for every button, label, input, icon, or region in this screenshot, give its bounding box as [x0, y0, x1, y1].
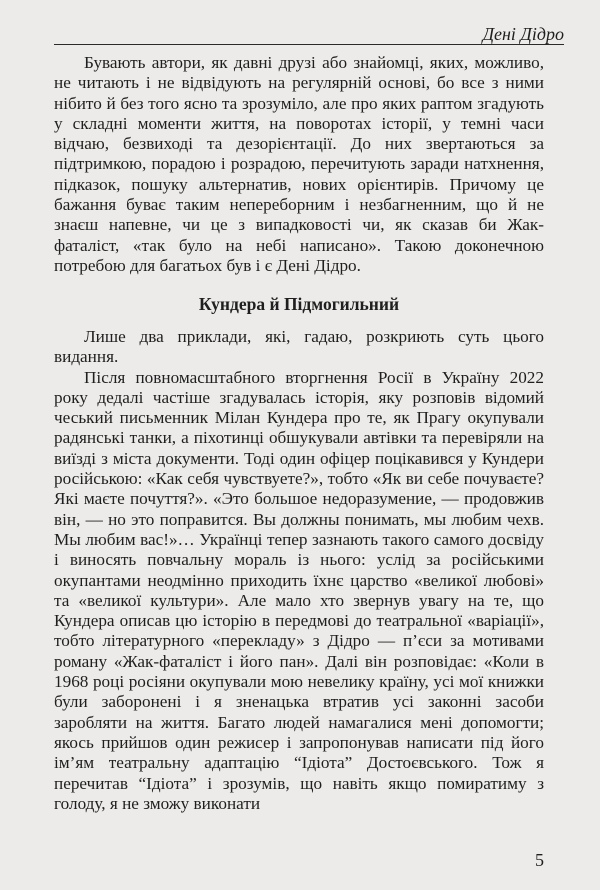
- intro-section: [54, 53, 544, 276]
- page-number: 5: [535, 850, 544, 870]
- paragraph: Бувають автори, як давні друзі або знайомці, яких, можливо, не читають і не відвідують на регулярній основі, бо все з ними нібито й без того ясно та зрозуміло, але про яких раптом згадують у складні моменти життя, на поворотах історії, у темні часи відчаю, безвиході та дезорієнтації. До них звертаються за підтримкою, порадою і розрадою, перечитують заради натхнення, підказок, пошуку альтернатив, нових орієнтирів. Причому це бажання буває таким непереборним і незбагненним, що й не знаєш напевне, чи це з випадковості чи, як сказав би Жак-фаталіст, «так було на небі написано». Такою доконечною потребою для багатьох був і є Дені Дідро.: [54, 53, 544, 275]
- body-section: [54, 327, 544, 814]
- paragraph: Після повномасштабного вторгнення Росії в Україну 2022 року дедалі частіше згадувалась історія, яку розповів відомий чеський письменник Мілан Кундера про те, як Прагу окупували радянські танки, а піхотинці обшукували автівки та перевіряли на виїзді з міста документи. Тоді один офіцер поцікавився у Кундери російською: «Как себя чувствуете?», тобто «Як ви себе почуваєте? Які маєте почуття?». «Это большое недоразумение, — продовжив він, — но это поправится. Вы должны понимать, мы любим чехв. Мы любим вас!»… Українці тепер зазнають такого самого досвіду і виносять повчальну мораль із нього: услід за російськими окупантами неодмінно приходить їхнє царство «великої любові» та «великої культури». Але мало хто звернув увагу на те, що Кундера описав цю історію в передмові до театральної «варіації», тобто літературного «перекладу» з Дідро — п’єси за мотивами роману «Жак-фаталіст і його пан». Далі він розповідає: «Коли в 1968 році росіяни окупували мою невелику країну, усі мої книжки були заборонені і я зненацька втратив усі законні засоби заробляти на життя. Багато людей намагалися мені допомогти; якось прийшов один режисер і запропонував написати під його ім’ям театральну адаптацію “Ідіота” Достоєвського. Тож я перечитав “Ідіота” і зрозумів, що навіть якщо помиратиму з голоду, я не зможу виконати: [54, 367, 544, 813]
- section-heading: Кундера й Підмогильний: [198, 294, 400, 314]
- running-header-title: Дені Дідро: [482, 24, 564, 44]
- paragraph: Лише два приклади, які, гадаю, розкриють суть цього видання.: [54, 327, 544, 367]
- running-header: [54, 24, 564, 45]
